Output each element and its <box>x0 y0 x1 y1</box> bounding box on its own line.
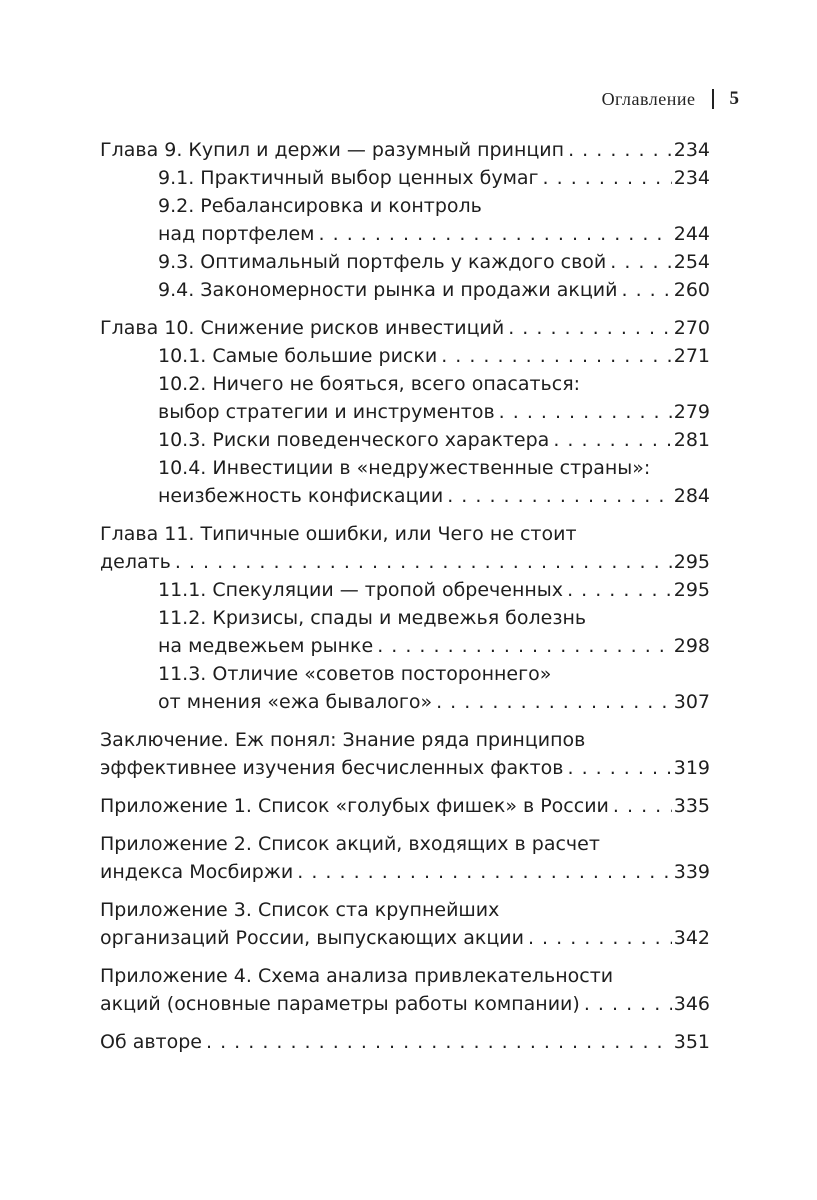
dot-leader <box>567 754 671 782</box>
toc-entry-title-line: 10.3. Риски поведенческого характера <box>158 429 550 451</box>
toc-subsection-entry[interactable] <box>100 164 710 192</box>
toc-entry-last-line <box>158 164 710 192</box>
toc-entry-title-line: 9.1. Практичный выбор ценных бумаг <box>158 167 539 189</box>
toc-page-number: 271 <box>673 345 710 367</box>
toc-subsection-entry[interactable] <box>100 248 710 276</box>
dot-leader <box>567 576 672 604</box>
toc-page-number: 281 <box>673 429 710 451</box>
toc-entry-title-line: 9.3. Оптимальный портфель у каждого свой <box>158 251 607 273</box>
toc-page-number: 335 <box>673 795 710 817</box>
toc-entry-last-line <box>100 754 710 782</box>
toc-entry-last-line <box>100 314 710 342</box>
toc-entry-title-line: 10.1. Самые большие риски <box>158 345 438 367</box>
toc-chapter-entry[interactable] <box>100 520 710 576</box>
toc-entry-last-line <box>100 548 710 576</box>
toc-chapter-entry[interactable] <box>100 136 710 164</box>
toc-entry-title-line: 11.1. Спекуляции — тропой обреченных <box>158 579 564 601</box>
toc-entry-title-line: на медвежьем рынке <box>158 635 374 657</box>
toc-entry-title-line: индекса Мосбиржи <box>100 861 294 883</box>
toc-entry-last-line <box>100 858 710 886</box>
toc-entry-title-line: Приложение 2. Список акций, входящих в расчет <box>100 833 600 855</box>
toc-page-number: 346 <box>673 993 710 1015</box>
toc-page-number: 342 <box>673 927 710 949</box>
toc-page-number: 298 <box>673 635 710 657</box>
toc-entry-last-line <box>100 136 710 164</box>
dot-leader <box>610 248 671 276</box>
toc-page-number: 295 <box>673 579 710 601</box>
toc-entry-title-line: 9.2. Ребалансировка и контроль <box>158 195 482 217</box>
toc-entry-last-line <box>158 576 710 604</box>
dot-leader <box>508 314 672 342</box>
toc-entry-last-line <box>158 342 710 370</box>
dot-leader <box>436 688 672 716</box>
toc-chapter-entry[interactable] <box>100 1028 710 1056</box>
toc-subsection-entry[interactable] <box>100 604 710 660</box>
toc-entry-last-line <box>158 688 710 716</box>
toc-subsection-entry[interactable] <box>100 454 710 510</box>
toc-entry-title-line: Глава 9. Купил и держи — разумный принцип <box>100 139 565 161</box>
toc-page-number: 254 <box>673 251 710 273</box>
toc-entry-title-line: 9.4. Закономерности рынка и продажи акций <box>158 279 618 301</box>
toc-page-number: 284 <box>673 485 710 507</box>
toc-entry-title-line: Приложение 4. Схема анализа привлекательности <box>100 965 614 987</box>
dot-leader <box>441 342 672 370</box>
toc-entry-last-line <box>158 632 710 660</box>
toc-page-number: 279 <box>673 401 710 423</box>
toc-entry-title-line: Приложение 3. Список ста крупнейших <box>100 899 500 921</box>
toc-subsection-entry[interactable] <box>100 660 710 716</box>
toc-entry-title-line: 10.2. Ничего не бояться, всего опасаться: <box>158 373 581 395</box>
header-divider <box>712 89 714 109</box>
toc-entry-title-line: 11.2. Кризисы, спады и медвежья болезнь <box>158 607 587 629</box>
toc-entry-last-line <box>158 426 710 454</box>
toc-chapter-entry[interactable] <box>100 830 710 886</box>
toc-entry-title-line: эффективнее изучения бесчисленных фактов <box>100 757 564 779</box>
toc-chapter-entry[interactable] <box>100 314 710 342</box>
dot-leader <box>543 164 672 192</box>
dot-leader <box>568 136 672 164</box>
toc-page-number: 234 <box>673 167 710 189</box>
dot-leader <box>377 632 672 660</box>
toc-entry-last-line <box>100 924 710 952</box>
toc-entry-last-line <box>100 792 710 820</box>
running-header-title: Оглавление <box>601 88 696 109</box>
toc-chapter-entry[interactable] <box>100 896 710 952</box>
toc-entry-title-line: Глава 10. Снижение рисков инвестиций <box>100 317 505 339</box>
dot-leader <box>175 548 672 576</box>
toc-page-number: 351 <box>673 1031 710 1053</box>
toc-page-number: 234 <box>673 139 710 161</box>
toc-entry-last-line <box>158 276 710 304</box>
toc-subsection-entry[interactable] <box>100 426 710 454</box>
toc-chapter-entry[interactable] <box>100 962 710 1018</box>
toc-entry-title-line: неизбежность конфискации <box>158 485 444 507</box>
toc-entry-title-line: над портфелем <box>158 223 315 245</box>
dot-leader <box>447 482 672 510</box>
toc-entry-title-line: 10.4. Инвестиции в «недружественные страны»: <box>158 457 651 479</box>
toc-chapter-entry[interactable] <box>100 792 710 820</box>
toc-subsection-entry[interactable] <box>100 192 710 248</box>
toc-entry-title-line: делать <box>100 551 171 573</box>
toc-page-number: 295 <box>673 551 710 573</box>
toc-entry-title-line: 11.3. Отличие «советов постороннего» <box>158 663 552 685</box>
dot-leader <box>319 220 672 248</box>
dot-leader <box>584 990 672 1018</box>
dot-leader <box>297 858 671 886</box>
toc-entry-title-line: Об авторе <box>100 1031 202 1053</box>
toc-entry-last-line <box>100 1028 710 1056</box>
toc-subsection-entry[interactable] <box>100 342 710 370</box>
toc-subsection-entry[interactable] <box>100 370 710 426</box>
table-of-contents <box>100 136 710 1056</box>
dot-leader <box>553 426 671 454</box>
toc-entry-title-line: Приложение 1. Список «голубых фишек» в России <box>100 795 609 817</box>
toc-entry-title-line: от мнения «ежа бывалого» <box>158 691 433 713</box>
toc-page-number: 339 <box>673 861 710 883</box>
toc-entry-last-line <box>158 220 710 248</box>
dot-leader <box>528 924 672 952</box>
dot-leader <box>206 1028 672 1056</box>
toc-page-number: 307 <box>673 691 710 713</box>
toc-entry-last-line <box>158 398 710 426</box>
toc-page-number: 260 <box>673 279 710 301</box>
running-header <box>602 86 739 112</box>
toc-entry-title-line: Глава 11. Типичные ошибки, или Чего не стоит <box>100 523 577 545</box>
toc-entry-title-line: Заключение. Еж понял: Знание ряда принципов <box>100 729 586 751</box>
toc-page-number: 270 <box>673 317 710 339</box>
toc-entry-title-line: акций (основные параметры работы компании) <box>100 993 580 1015</box>
toc-entry-last-line <box>100 990 710 1018</box>
toc-page-number: 319 <box>673 757 710 779</box>
toc-chapter-entry[interactable] <box>100 726 710 782</box>
dot-leader <box>499 398 672 426</box>
toc-page-number: 244 <box>673 223 710 245</box>
toc-entry-last-line <box>158 482 710 510</box>
toc-subsection-entry[interactable] <box>100 276 710 304</box>
toc-subsection-entry[interactable] <box>100 576 710 604</box>
dot-leader <box>621 276 671 304</box>
page-number: 5 <box>729 88 739 109</box>
toc-entry-last-line <box>158 248 710 276</box>
dot-leader <box>613 792 672 820</box>
toc-entry-title-line: организаций России, выпускающих акции <box>100 927 524 949</box>
toc-entry-title-line: выбор стратегии и инструментов <box>158 401 495 423</box>
